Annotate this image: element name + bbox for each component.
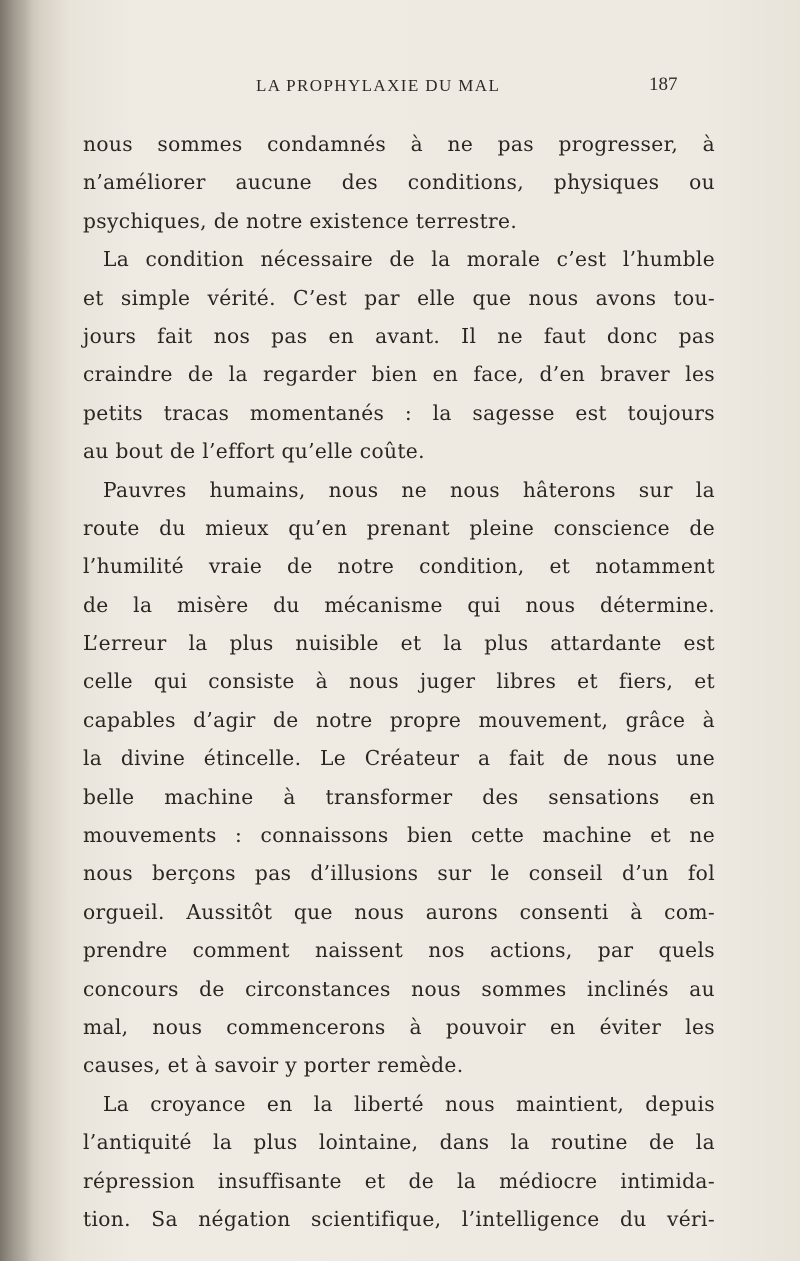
text-line: répression insuffisante et de la médiocre intimida-: [83, 1168, 715, 1193]
text-line: nous sommes condamnés à ne pas progresser, à: [83, 132, 715, 156]
text-line: La condition nécessaire de la morale c’est l’humble: [103, 247, 715, 272]
text-line: psychiques, de notre existence terrestre.: [83, 208, 518, 233]
text-line: celle qui consiste à nous juger libres et fiers, et: [83, 669, 715, 694]
text-line: L’erreur la plus nuisible et la plus attardante est: [83, 631, 715, 656]
text-line: nous berçons pas d’illusions sur le conseil d’un fol: [83, 861, 715, 886]
text-line: prendre comment naissent nos actions, par quels: [83, 938, 715, 963]
text-line: orgueil. Aussitôt que nous aurons consenti à com-: [83, 899, 715, 924]
text-line: craindre de la regarder bien en face, d’en braver les: [83, 362, 715, 387]
text-line: mal, nous commencerons à pouvoir en éviter les: [83, 1014, 715, 1039]
text-line: causes, et à savoir y porter remède.: [83, 1053, 464, 1078]
running-head: [0, 76, 800, 104]
text-line: au bout de l’effort qu’elle coûte.: [83, 439, 425, 464]
text-line: la divine étincelle. Le Créateur a fait de nous une: [83, 746, 715, 771]
binding-gutter-shadow: [0, 0, 32, 1261]
text-line: petits tracas momentanés : la sagesse est toujours: [83, 400, 715, 425]
running-head-title: LA PROPHYLAXIE DU MAL: [256, 76, 501, 95]
text-line: Pauvres humains, nous ne nous hâterons sur la: [103, 477, 715, 502]
body-text: [83, 125, 715, 1238]
text-line: capables d’agir de notre propre mouvement, grâce à: [83, 707, 715, 732]
text-line: et simple vérité. C’est par elle que nous avons tou-: [83, 285, 715, 310]
page-number: 187: [649, 74, 678, 95]
text-line: l’humilité vraie de notre condition, et notamment: [83, 554, 715, 579]
text-line: route du mieux qu’en prenant pleine conscience de: [83, 515, 715, 540]
text-line: mouvements : connaissons bien cette machine et ne: [83, 823, 715, 848]
text-line: jours fait nos pas en avant. Il ne faut donc pas: [83, 323, 715, 348]
text-line: La croyance en la liberté nous maintient, depuis: [103, 1091, 715, 1116]
text-line: n’améliorer aucune des conditions, physiques ou: [83, 170, 715, 195]
text-line: de la misère du mécanisme qui nous détermine.: [83, 592, 715, 617]
text-line: concours de circonstances nous sommes inclinés au: [83, 976, 715, 1001]
text-line: belle machine à transformer des sensations en: [83, 784, 715, 809]
text-line: tion. Sa négation scientifique, l’intelligence du véri-: [83, 1206, 715, 1231]
text-line: l’antiquité la plus lointaine, dans la routine de la: [83, 1130, 715, 1155]
